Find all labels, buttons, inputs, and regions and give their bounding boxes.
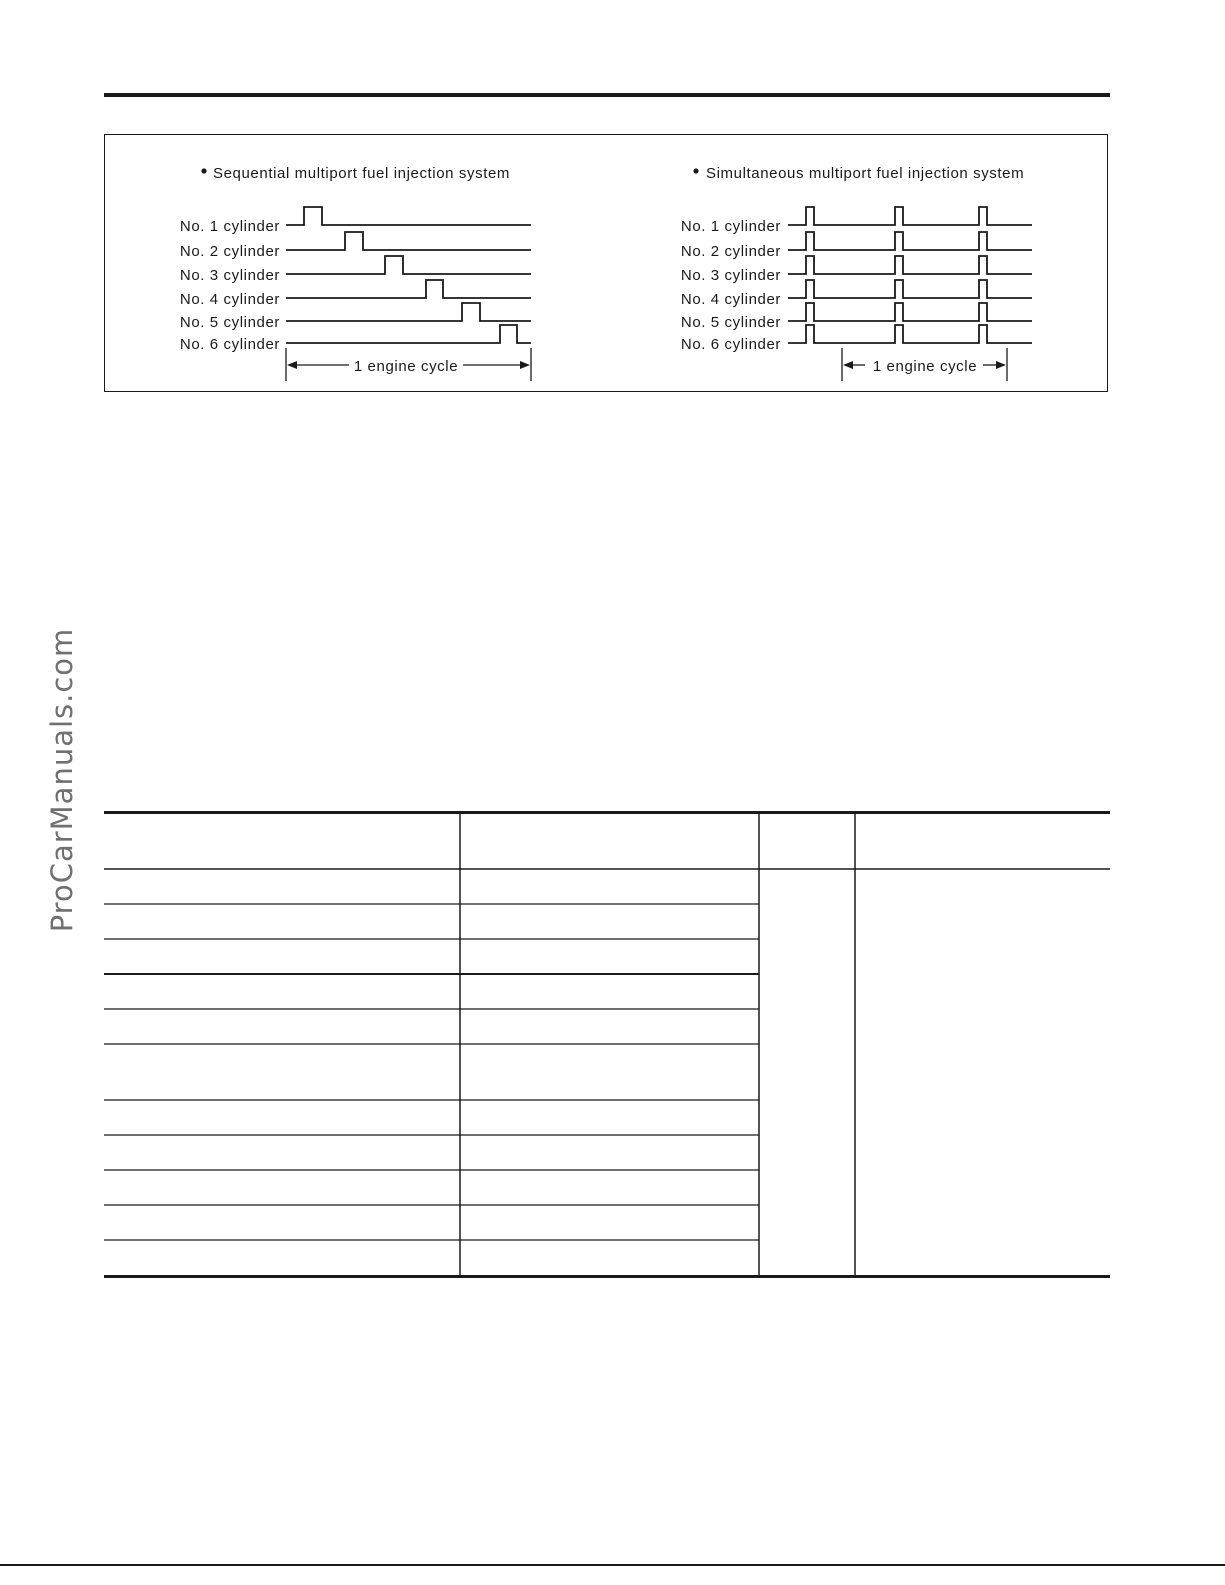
table-grid (104, 811, 1110, 1278)
empty-table (104, 811, 1110, 1278)
timing-diagram-svg (105, 135, 1109, 393)
top-rule (104, 93, 1110, 97)
seq-wave-5 (286, 303, 531, 321)
sim-wave-1 (788, 207, 1032, 225)
sim-wave-4 (788, 280, 1032, 298)
bullet-icon (693, 168, 698, 173)
simultaneous-panel (681, 165, 1032, 381)
seq-wave-1 (286, 207, 531, 225)
left-arrow-icon (287, 361, 297, 369)
sim-label-5: No. 5 cylinder (680, 314, 781, 331)
sim-label-4: No. 4 cylinder (680, 291, 781, 308)
seq-label-6: No. 6 cylinder (179, 336, 280, 353)
seq-cycle-label: 1 engine cycle (353, 358, 459, 375)
sim-label-2: No. 2 cylinder (680, 243, 781, 260)
seq-wave-6 (286, 325, 531, 343)
left-arrow-icon (843, 361, 853, 369)
seq-label-5: No. 5 cylinder (179, 314, 280, 331)
sim-label-6: No. 6 cylinder (680, 336, 781, 353)
sim-wave-6 (788, 325, 1032, 343)
sim-cycle-label: 1 engine cycle (872, 358, 978, 375)
simultaneous-title: Simultaneous multiport fuel injection system (706, 165, 1025, 182)
sim-wave-2 (788, 232, 1032, 250)
right-arrow-icon (520, 361, 530, 369)
page-bottom-rule (0, 1564, 1225, 1566)
right-arrow-icon (996, 361, 1006, 369)
sim-label-3: No. 3 cylinder (680, 267, 781, 284)
seq-wave-3 (286, 256, 531, 274)
seq-label-3: No. 3 cylinder (179, 267, 280, 284)
seq-wave-4 (286, 280, 531, 298)
sim-wave-3 (788, 256, 1032, 274)
sim-wave-5 (788, 303, 1032, 321)
sequential-title: Sequential multiport fuel injection system (213, 165, 511, 182)
simultaneous-waveforms (788, 207, 1032, 343)
seq-label-1: No. 1 cylinder (179, 218, 280, 235)
seq-label-4: No. 4 cylinder (179, 291, 280, 308)
seq-label-2: No. 2 cylinder (179, 243, 280, 260)
seq-wave-2 (286, 232, 531, 250)
sequential-waveforms (286, 207, 531, 343)
sim-label-1: No. 1 cylinder (680, 218, 781, 235)
injection-timing-figure (104, 134, 1108, 392)
watermark: ProCarManuals.com (45, 627, 79, 933)
bullet-icon (201, 168, 206, 173)
sequential-panel (180, 165, 531, 381)
